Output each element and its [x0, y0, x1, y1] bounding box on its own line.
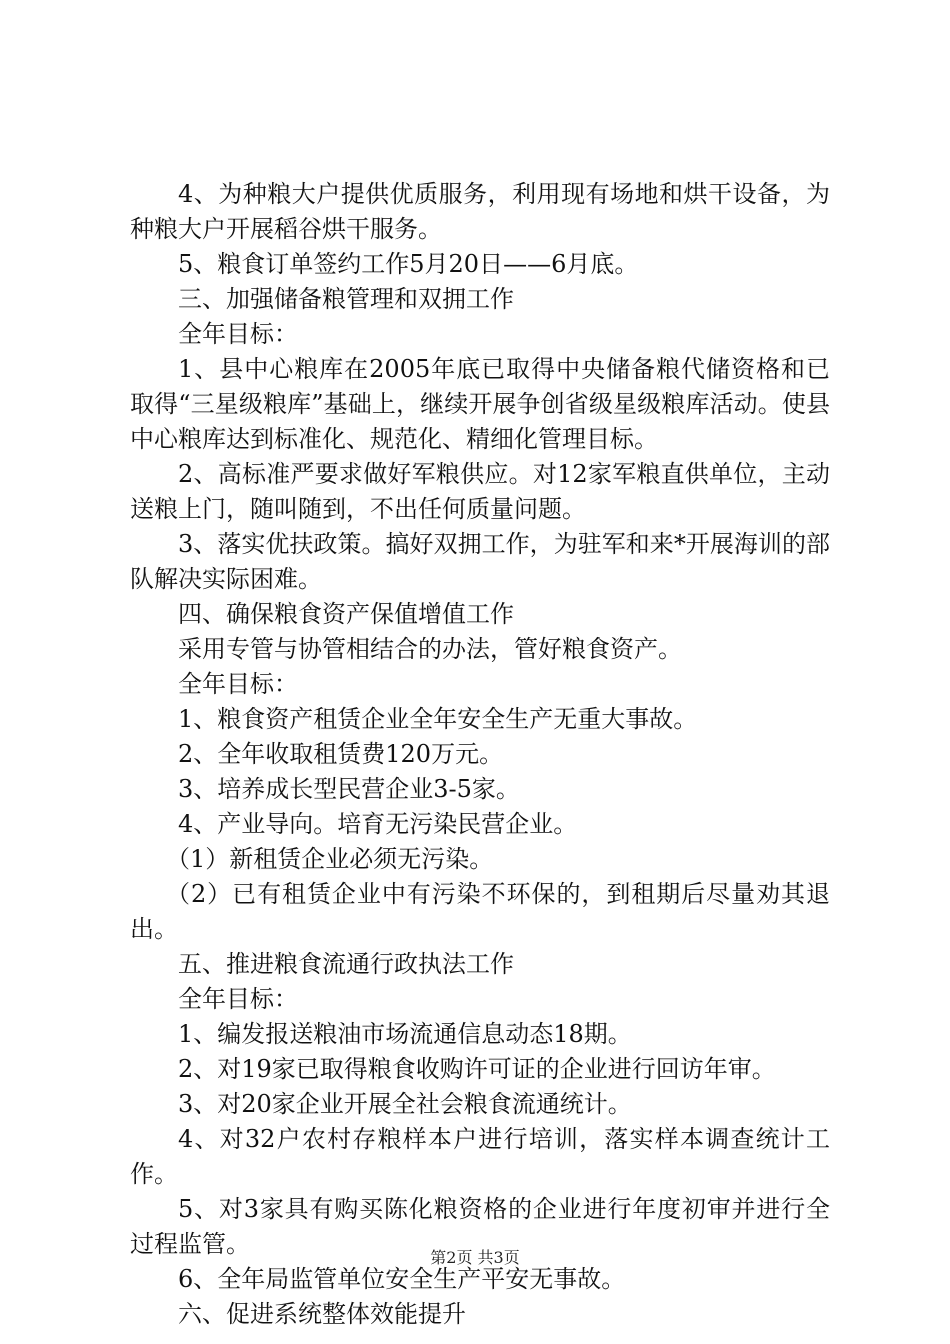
paragraph: 2、高标准严要求做好军粮供应。对12家军粮直供单位，主动送粮上门，随叫随到，不出任何质量问题。 — [130, 460, 830, 523]
paragraph: 6、全年局监管单位安全生产平安无事故。 — [178, 1265, 626, 1293]
paragraph: 1、编发报送粮油市场流通信息动态18期。 — [178, 1020, 632, 1048]
paragraph: 1、县中心粮库在2005年底已取得中央储备粮代储资格和已取得“三星级粮库”基础上，继续开展争创省级星级粮库活动。使县中心粮库达到标准化、规范化、精细化管理目标。 — [130, 355, 830, 453]
paragraph: 采用专管与协管相结合的办法，管好粮食资产。 — [178, 635, 682, 663]
section-heading: 六、促进系统整体效能提升 — [178, 1300, 466, 1328]
paragraph: （2）已有租赁企业中有污染不环保的，到租期后尽量劝其退出。 — [130, 880, 830, 943]
paragraph: 2、全年收取租赁费120万元。 — [178, 740, 504, 768]
paragraph: 3、培养成长型民营企业3-5家。 — [178, 775, 520, 803]
paragraph: 2、对19家已取得粮食收购许可证的企业进行回访年审。 — [178, 1055, 776, 1083]
paragraph: 5、粮食订单签约工作5月20日——6月底。 — [178, 250, 639, 278]
paragraph: 3、对20家企业开展全社会粮食流通统计。 — [178, 1090, 632, 1118]
section-heading: 五、推进粮食流通行政执法工作 — [178, 950, 514, 978]
page-number: 第2页 共3页 — [430, 1248, 520, 1267]
paragraph: 全年目标： — [178, 320, 298, 348]
paragraph: 1、粮食资产租赁企业全年安全生产无重大事故。 — [178, 705, 698, 733]
paragraph: 5、对3家具有购买陈化粮资格的企业进行年度初审并进行全过程监管。 — [130, 1195, 830, 1258]
paragraph: （1）新租赁企业必须无污染。 — [166, 845, 494, 873]
paragraph: 全年目标： — [178, 985, 298, 1013]
document-body — [130, 177, 830, 1332]
paragraph: 全年目标： — [178, 670, 298, 698]
paragraph: 3、落实优扶政策。搞好双拥工作，为驻军和来*开展海训的部队解决实际困难。 — [130, 530, 830, 593]
section-heading: 四、确保粮食资产保值增值工作 — [178, 600, 514, 628]
paragraph: 4、对32户农村存粮样本户进行培训，落实样本调查统计工作。 — [130, 1125, 830, 1188]
section-heading: 三、加强储备粮管理和双拥工作 — [178, 285, 514, 313]
paragraph: 4、为种粮大户提供优质服务，利用现有场地和烘干设备，为种粮大户开展稻谷烘干服务。 — [130, 180, 830, 243]
paragraph: 4、产业导向。培育无污染民营企业。 — [178, 810, 578, 838]
